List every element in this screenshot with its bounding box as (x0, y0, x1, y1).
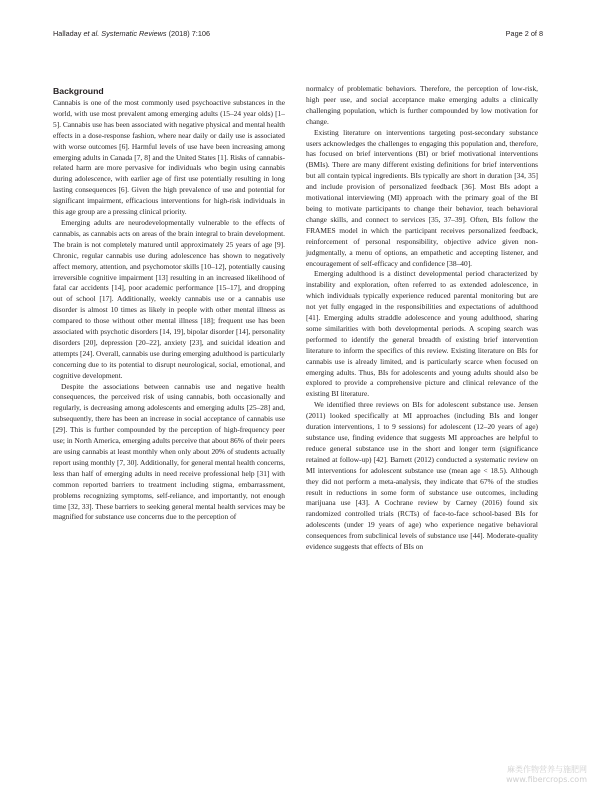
header-journal: Systematic Reviews (101, 29, 167, 38)
paragraph: normalcy of problematic behaviors. Therefore, the perception of low-risk, high peer use, and social acceptance make emerging adults a clinically challenging population, which is further compounded by low motivation for change. (306, 84, 538, 126)
paragraph: We identified three reviews on BIs for adolescent substance use. Jensen (2011) looked specifically at MI approaches (including BIs and longer duration interventions, 1 to 9 sessions) for adolescent (12–20 years of age) substance use, finding evidence that suggests MI approaches are helpful to reduce general substance use in the short and longer term (significance retained at follow-up) [42]. Barnett (2012) conducted a systematic review on MI interventions for adolescent substance use (mean age < 18.5). Although they did not perform a meta-analysis, they indicate that 67% of the studies result in reductions in some form of substance use outcomes, including marijuana use [43]. A Cochrane review by Carney (2016) found six randomized controlled trials (RCTs) of face-to-face school-based BIs for adolescents (under 19 years of age) who experience negative behavioral consequences from subclinical levels of substance use [44]. Moderate-quality evidence suggests that effects of BIs on (306, 400, 538, 552)
right-column (306, 84, 538, 553)
left-column (53, 86, 285, 523)
paragraph: Emerging adulthood is a distinct developmental period characterized by instability and exploration, often referred to as extended adolescence, in which individuals typically experience reduced parental monitoring but are not yet fully engaged in the responsibilities and expectations of adulthood [41]. Emerging adults straddle adolescence and young adulthood, sharing some similarities with both developmental periods. A scoping search was performed to identify the general breadth of existing brief intervention literature to inform the specifics of this review. Existing literature on BIs for cannabis use is already limited, and is particularly scarce when focused on emerging adults. Thus, BIs for adolescents and young adults should also be explored to provide a comprehensive picture and clinical relevance of the existing BI literature. (306, 269, 538, 399)
paragraph: Despite the associations between cannabis use and negative health consequences, the perceived risk of using cannabis, both occasionally and regularly, is decreasing among adolescents and emerging adults [25–28] and, subsequently, there has been an increase in social acceptance of cannabis use [29]. This is further compounded by the perception of high-frequency peer use; in North America, emerging adults perceive that about 86% of their peers are using cannabis at least monthly when only about 20% of students actually report using monthly [7, 30]. Additionally, for general mental health concerns, less than half of emerging adults in need receive professional help [31] with common reported barriers to treatment including stigma, embarrassment, problems recognizing symptoms, self-reliance, and importantly, not enough time [32, 33]. These barriers to seeking general mental health services may be magnified for substance use concerns due to the perception of (53, 381, 285, 522)
running-header (53, 29, 543, 41)
paragraph: Emerging adults are neurodevelopmentally vulnerable to the effects of cannabis, as cannabis acts on areas of the brain integral to brain development. The brain is not completely matured until approximately 25 years of age [9]. Chronic, regular cannabis use during adolescence has shown to negatively affect memory, attention, and psychomotor skills [10–12], potentially causing irreversible cognitive impairment [13] resulting in an increased likelihood of fatal car accidents [14], poor academic performance [15–17], and dropping out of school [17]. Additionally, weekly cannabis use or a cannabis use disorder is almost 10 times as likely in people with other mental illness as compared to those without other mental illness [18]; frequent use has been associated with psychotic disorders [14, 19], bipolar disorder [14], personality disorders [20], depression [20–22], anxiety [23], and suicidal ideation and attempts [24]. Overall, cannabis use during emerging adulthood is particularly concerning due to its potential to disrupt neurological, social, emotional, and cognitive development. (53, 217, 285, 380)
watermark-line: 麻类作物营养与施肥网 (507, 765, 587, 774)
paragraph: Cannabis is one of the most commonly used psychoactive substances in the world, with use most prevalent among emerging adults (15–24 year olds) [1–5]. Cannabis use has been associated with negative physical and mental health effects in a dose-response fashion, where near daily or daily use is associated with worse outcomes [6]. Harmful levels of use have been increasing among emerging adults in Canada [7, 8] and the United States [1]. Risks of cannabis-related harm are more pervasive for individuals who begin using cannabis during adolescence, with earlier age of first use potentially resulting in long lasting consequences [6]. Given the high prevalence of use and potential for significant impairment, efficacious interventions for high-risk individuals in this age group are a pressing clinical priority. (53, 98, 285, 217)
header-citation: Halladay et al. Systematic Reviews (2018) 7:106 (53, 29, 211, 38)
header-etal: et al. (83, 29, 100, 38)
watermark (506, 765, 587, 785)
page-number: Page 2 of 8 (505, 29, 543, 38)
watermark-url: www.fibercrops.com (506, 775, 587, 784)
header-volume: (2018) 7:106 (168, 29, 211, 38)
section-heading: Background (53, 86, 104, 96)
paragraph: Existing literature on interventions targeting post-secondary substance users acknowledges the challenges to engaging this population and, therefore, has focused on brief interventions (BI) or brief motivational interventions (BMIs). There are many different existing definitions for brief interventions but all contain typical ingredients. BIs typically are short in duration [34, 35] and include provision of personalized feedback [36]. Most BIs adopt a motivational interviewing (MI) approach with the primary goal of the BI being to motivate participants to change their behavior, teach behavioral change skills, and connect to services [35, 37–39]. Often, BIs follow the FRAMES model in which the participant receives personalized feedback, reinforcement of personal responsibility, objective advice given non-judgmentally, a menu of options, an empathetic and accepting listener, and encouragement of self-efficacy and confidence [38–40]. (306, 127, 538, 268)
